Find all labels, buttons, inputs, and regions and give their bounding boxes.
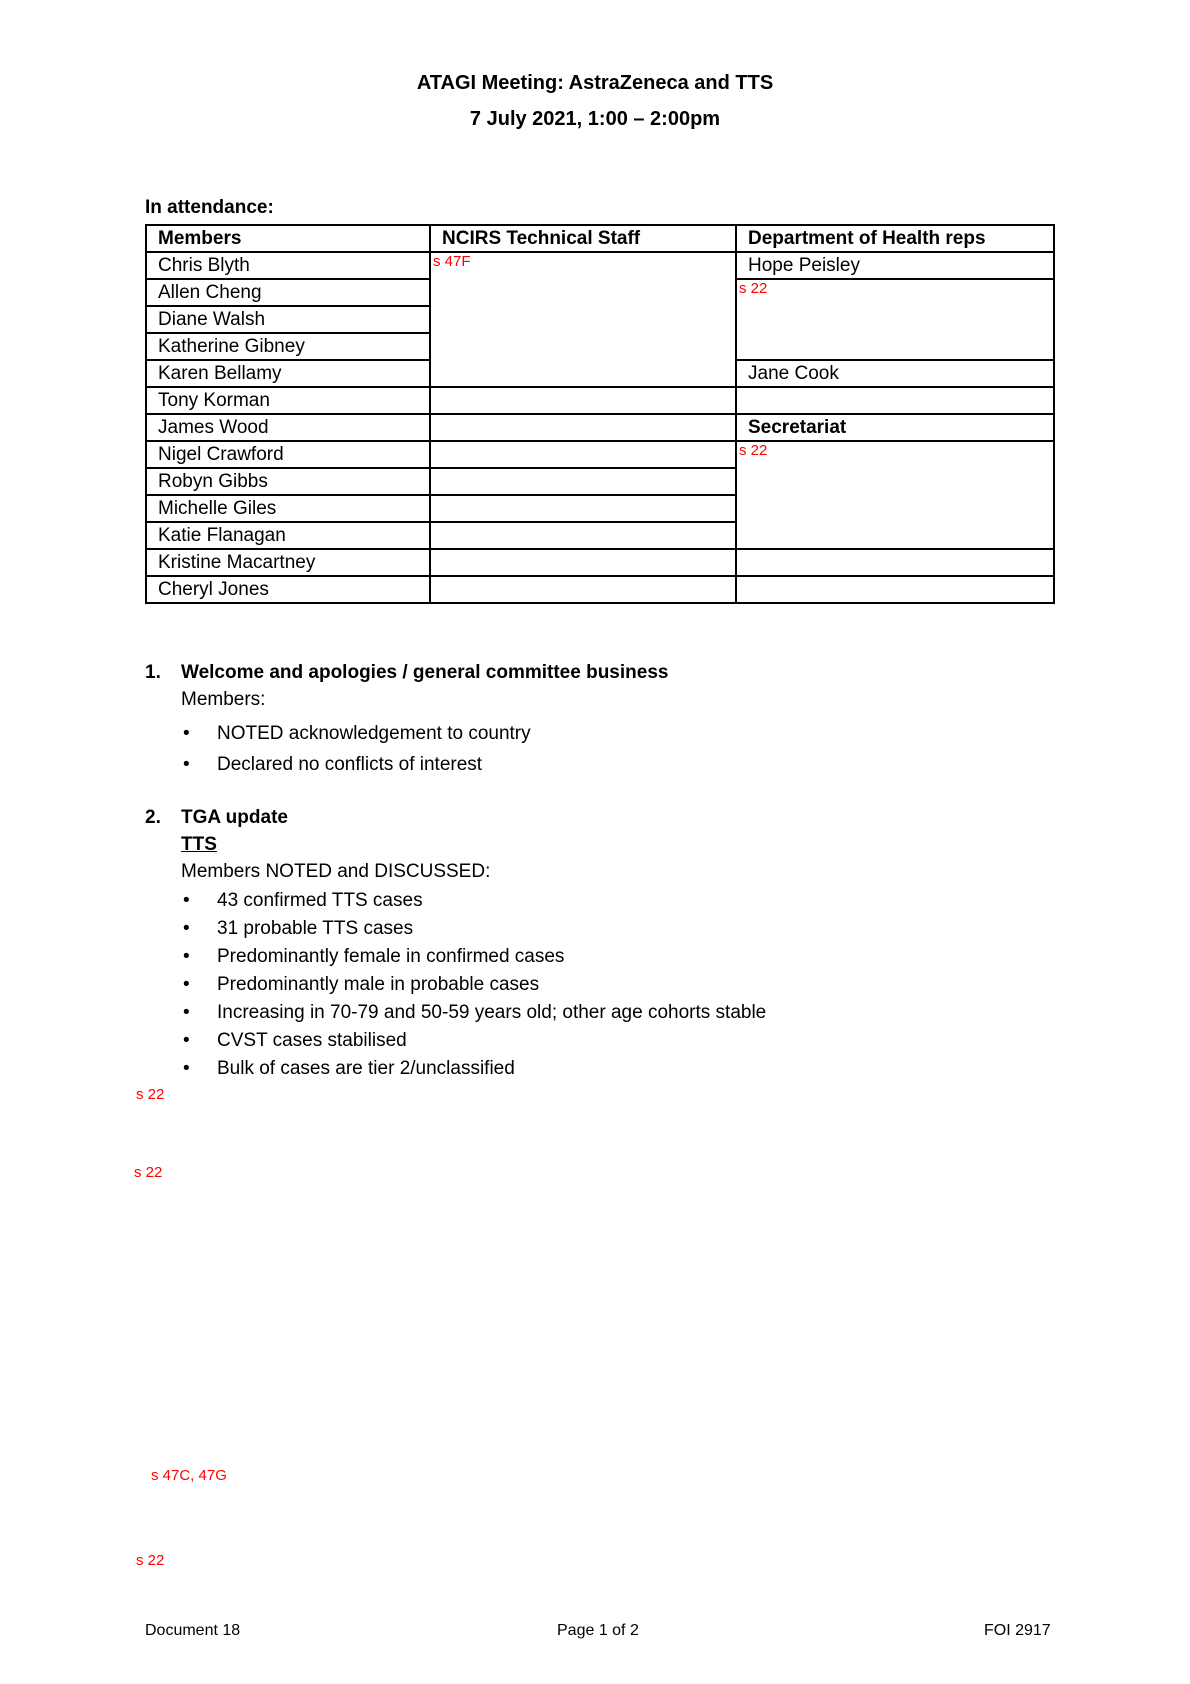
redaction-label: s 22 [134,1164,163,1181]
doh-rep-name: Hope Peisley [736,252,1054,279]
ncirs-cell [430,495,736,522]
redaction-label: s 22 [136,1086,165,1103]
member-name: Chris Blyth [146,252,430,279]
ncirs-cell [430,576,736,603]
section-1-heading: Welcome and apologies / general committee business [181,662,669,683]
footer-foi-number: FOI 2917 [984,1622,1051,1639]
column-header-doh: Department of Health reps [736,225,1054,252]
section-1-intro: Members: [181,689,266,710]
member-name: Robyn Gibbs [146,468,430,495]
ncirs-cell [430,414,736,441]
table-header-row [146,225,1054,252]
member-name: James Wood [146,414,430,441]
table-row [146,387,1054,414]
redaction-label: s 47F [433,253,471,270]
list-item: • CVST cases stabilised [181,1027,766,1055]
redaction-label: s 22 [136,1552,165,1569]
table-row [146,414,1054,441]
member-name: Cheryl Jones [146,576,430,603]
member-name: Tony Korman [146,387,430,414]
footer-page-number: Page 1 of 2 [557,1622,639,1639]
ncirs-cell [430,252,736,387]
section-2-number: 2. [145,807,161,828]
list-item: • Increasing in 70-79 and 50-59 years old; other age cohorts stable [181,999,766,1027]
table-row [146,576,1054,603]
list-item: • 43 confirmed TTS cases [181,887,766,915]
list-item: • Declared no conflicts of interest [181,749,531,780]
member-name: Allen Cheng [146,279,430,306]
member-name: Michelle Giles [146,495,430,522]
doh-cell [736,387,1054,414]
ncirs-cell [430,387,736,414]
member-name: Karen Bellamy [146,360,430,387]
column-header-members: Members [146,225,430,252]
member-name: Kristine Macartney [146,549,430,576]
meeting-date: 7 July 2021, 1:00 – 2:00pm [469,108,721,130]
member-name: Nigel Crawford [146,441,430,468]
secretariat-redacted-cell [736,441,1054,549]
section-1-number: 1. [145,662,161,683]
member-name: Katherine Gibney [146,333,430,360]
doh-redacted-cell [736,279,1054,360]
footer-document-number: Document 18 [145,1622,241,1639]
list-item: • Predominantly female in confirmed cases [181,943,766,971]
section-2-bullet-list [181,887,766,1083]
table-row [146,549,1054,576]
redaction-label: s 22 [739,280,768,297]
document-title: ATAGI Meeting: AstraZeneca and TTS [416,72,774,94]
attendance-table [145,224,1055,604]
attendance-label: In attendance: [145,197,274,218]
section-2-heading: TGA update [181,807,288,828]
ncirs-cell [430,522,736,549]
section-2-subheading: TTS [181,834,217,855]
member-name: Diane Walsh [146,306,430,333]
ncirs-cell [430,441,736,468]
ncirs-cell [430,468,736,495]
ncirs-cell [430,549,736,576]
doh-cell [736,549,1054,576]
redaction-label: s 47C, 47G [151,1467,227,1484]
column-header-ncirs: NCIRS Technical Staff [430,225,736,252]
table-row [146,252,1054,279]
member-name: Katie Flanagan [146,522,430,549]
secretariat-heading: Secretariat [736,414,1054,441]
list-item: • NOTED acknowledgement to country [181,718,531,749]
redaction-label: s 22 [739,442,768,459]
section-1-bullet-list [181,718,531,780]
list-item: • Bulk of cases are tier 2/unclassified [181,1055,766,1083]
table-row [146,441,1054,468]
section-2-intro: Members NOTED and DISCUSSED: [181,861,491,882]
doh-cell [736,576,1054,603]
doh-rep-name: Jane Cook [736,360,1054,387]
list-item: • 31 probable TTS cases [181,915,766,943]
list-item: • Predominantly male in probable cases [181,971,766,999]
